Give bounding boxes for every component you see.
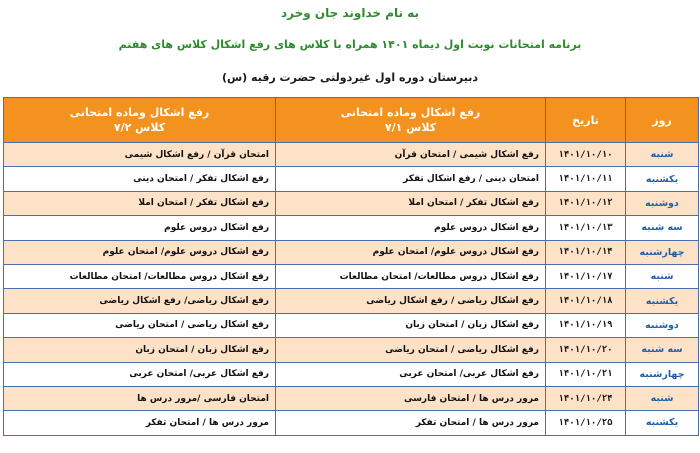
class2-cell: رفع اشکال ریاضی/ رفع اشکال ریاضی	[4, 289, 276, 313]
day-cell: چهارشنبه	[626, 362, 699, 386]
day-cell: دوشنبه	[626, 191, 699, 215]
table-row	[4, 338, 699, 362]
school-name: دبیرستان دوره اول غیردولتی حضرت رقیه (س)	[221, 71, 479, 84]
class1-cell: رفع اشکال دروس مطالعات/ امتحان مطالعات	[276, 264, 546, 288]
day-cell: یکشنبه	[626, 167, 699, 191]
exam-schedule-table	[3, 97, 699, 436]
date-cell: ۱۴۰۱/۱۰/۱۸	[546, 289, 626, 313]
column-header-date: تاریخ	[546, 98, 626, 143]
table-row	[4, 167, 699, 191]
date-cell: ۱۴۰۱/۱۰/۱۳	[546, 216, 626, 240]
date-cell: ۱۴۰۱/۱۰/۱۹	[546, 313, 626, 337]
class1-cell: رفع اشکال دروس علوم	[276, 216, 546, 240]
class2-cell: رفع اشکال عربی/ امتحان عربی	[4, 362, 276, 386]
class1-cell: رفع اشکال ریاضی / رفع اشکال ریاضی	[276, 289, 546, 313]
column-header-class1	[276, 98, 546, 143]
title-line: به نام خداوند جان وخرد	[280, 6, 420, 20]
date-cell: ۱۴۰۱/۱۰/۲۰	[546, 338, 626, 362]
class2-cell: امتحان فارسی /مرور درس ها	[4, 386, 276, 410]
class1-name: کلاس ۷/۱	[384, 121, 437, 134]
day-cell: یکشنبه	[626, 289, 699, 313]
class2-title: رفع اشکال وماده امتحانی	[69, 106, 210, 119]
class2-cell: رفع اشکال زبان / امتحان زبان	[4, 338, 276, 362]
schedule-title: برنامه امتحانات نوبت اول دیماه ۱۴۰۱ همراه با کلاس های رفع اشکال کلاس های هفتم	[118, 38, 582, 51]
table-row	[4, 143, 699, 167]
date-cell: ۱۴۰۱/۱۰/۱۲	[546, 191, 626, 215]
table-row	[4, 216, 699, 240]
class2-cell: رفع اشکال ریاضی / امتحان ریاضی	[4, 313, 276, 337]
class1-cell: رفع اشکال تفکر / امتحان املا	[276, 191, 546, 215]
class2-cell: رفع اشکال تفکر / امتحان املا	[4, 191, 276, 215]
class1-title: رفع اشکال وماده امتحانی	[340, 106, 481, 119]
table-row	[4, 411, 699, 435]
class1-cell: مرور درس ها / امتحان فارسی	[276, 386, 546, 410]
table-row	[4, 289, 699, 313]
table-header-row	[4, 98, 699, 143]
date-cell: ۱۴۰۱/۱۰/۱۱	[546, 167, 626, 191]
class1-cell: رفع اشکال عربی/ امتحان عربی	[276, 362, 546, 386]
class2-name: کلاس ۷/۲	[113, 121, 166, 134]
date-cell: ۱۴۰۱/۱۰/۲۵	[546, 411, 626, 435]
day-cell: دوشنبه	[626, 313, 699, 337]
date-cell: ۱۴۰۱/۱۰/۲۴	[546, 386, 626, 410]
class1-cell: رفع اشکال شیمی / امتحان قرآن	[276, 143, 546, 167]
date-cell: ۱۴۰۱/۱۰/۲۱	[546, 362, 626, 386]
day-cell: شنبه	[626, 264, 699, 288]
day-cell: شنبه	[626, 386, 699, 410]
date-cell: ۱۴۰۱/۱۰/۱۰	[546, 143, 626, 167]
class2-cell: رفع اشکال دروس علوم/ امتحان علوم	[4, 240, 276, 264]
table-row	[4, 362, 699, 386]
class1-cell: امتحان دینی / رفع اشکال تفکر	[276, 167, 546, 191]
date-cell: ۱۴۰۱/۱۰/۱۷	[546, 264, 626, 288]
table-row	[4, 386, 699, 410]
day-cell: شنبه	[626, 143, 699, 167]
day-cell: سه شنبه	[626, 338, 699, 362]
class2-cell: رفع اشکال دروس مطالعات/ امتحان مطالعات	[4, 264, 276, 288]
class1-cell: رفع اشکال ریاضی / امتحان ریاضی	[276, 338, 546, 362]
table-row	[4, 264, 699, 288]
class1-cell: رفع اشکال دروس علوم/ امتحان علوم	[276, 240, 546, 264]
table-row	[4, 313, 699, 337]
day-cell: یکشنبه	[626, 411, 699, 435]
table-row	[4, 240, 699, 264]
column-header-day: روز	[626, 98, 699, 143]
date-cell: ۱۴۰۱/۱۰/۱۴	[546, 240, 626, 264]
column-header-class2	[4, 98, 276, 143]
class1-cell: رفع اشکال زبان / امتحان زبان	[276, 313, 546, 337]
class2-cell: رفع اشکال دروس علوم	[4, 216, 276, 240]
day-cell: چهارشنبه	[626, 240, 699, 264]
class2-cell: مرور درس ها / امتحان تفکر	[4, 411, 276, 435]
class2-cell: امتحان قرآن / رفع اشکال شیمی	[4, 143, 276, 167]
class1-cell: مرور درس ها / امتحان تفکر	[276, 411, 546, 435]
day-cell: سه شنبه	[626, 216, 699, 240]
table-row	[4, 191, 699, 215]
class2-cell: رفع اشکال تفکر / امتحان دینی	[4, 167, 276, 191]
